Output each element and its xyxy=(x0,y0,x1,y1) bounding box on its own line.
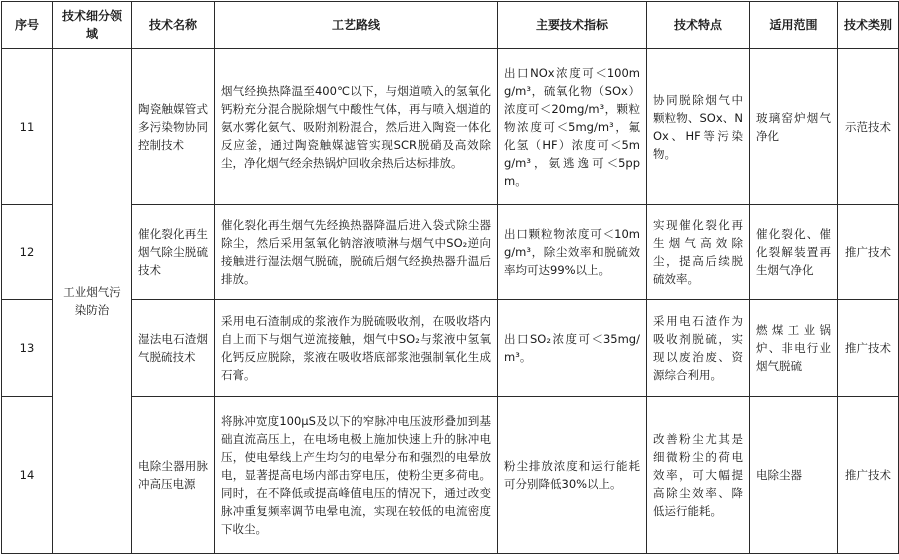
applicable-scope: 玻璃窑炉烟气净化 xyxy=(750,49,838,205)
row-no: 11 xyxy=(2,49,53,205)
applicable-scope: 燃煤工业锅炉、非电行业烟气脱硫 xyxy=(750,300,838,397)
header-row xyxy=(2,2,899,49)
main-indicators: 出口NOx浓度可＜100mg/m³，硫氧化物（SOx）浓度可＜20mg/m³，颗粒物浓度可＜5mg/m³，氟化氢（HF）浓度可＜5mg/m³，氨逃逸可＜5ppm。 xyxy=(498,49,647,205)
applicable-scope: 催化裂化、催化裂解装置再生烟气净化 xyxy=(750,205,838,300)
process-route: 烟气经换热降温至400℃以下，与烟道喷入的氢氧化钙粉充分混合脱除烟气中酸性气体，再与喷入烟道的氨水雾化氨气、吸附剂粉混合，然后进入陶瓷一体化反应釜，通过陶瓷触媒滤管实现SCR脱硝及高效除尘，净化烟气经余热锅炉回收余热后达标排放。 xyxy=(215,49,498,205)
tech-name: 电除尘器用脉冲高压电源 xyxy=(132,397,215,554)
table-row xyxy=(2,205,899,300)
header-name: 技术名称 xyxy=(132,2,215,49)
main-indicators: 出口颗粒物浓度可＜10mg/m³，除尘效率和脱硫效率均可达99%以上。 xyxy=(498,205,647,300)
table-row xyxy=(2,300,899,397)
table-row xyxy=(2,49,899,205)
tech-name: 催化裂化再生烟气除尘脱硫技术 xyxy=(132,205,215,300)
table-row xyxy=(2,397,899,554)
process-route: 催化裂化再生烟气先经换热器降温后进入袋式除尘器除尘，然后采用氢氧化钠溶液喷淋与烟气中SO₂逆向接触进行湿法烟气脱硫，脱硫后烟气经换热器升温后排放。 xyxy=(215,205,498,300)
tech-category: 示范技术 xyxy=(838,49,899,205)
row-no: 14 xyxy=(2,397,53,554)
tech-category: 推广技术 xyxy=(838,300,899,397)
main-indicators: 出口SO₂浓度可＜35mg/m³。 xyxy=(498,300,647,397)
header-indicators: 主要技术指标 xyxy=(498,2,647,49)
tech-category: 推广技术 xyxy=(838,397,899,554)
domain-cell: 工业烟气污染防治 xyxy=(53,49,132,554)
technology-catalog-table xyxy=(1,1,899,554)
applicable-scope: 电除尘器 xyxy=(750,397,838,554)
tech-features: 采用电石渣作为吸收剂脱硫，实现以废治废、资源综合利用。 xyxy=(647,300,750,397)
main-indicators: 粉尘排放浓度和运行能耗可分别降低30%以上。 xyxy=(498,397,647,554)
tech-category: 推广技术 xyxy=(838,205,899,300)
header-no: 序号 xyxy=(2,2,53,49)
header-features: 技术特点 xyxy=(647,2,750,49)
header-category: 技术类别 xyxy=(838,2,899,49)
process-route: 将脉冲宽度100μS及以下的窄脉冲电压波形叠加到基础直流高压上，在电场电极上施加快速上升的脉冲电压，使电晕线上产生均匀的电晕分布和强烈的电晕放电，显著提高电场内部击穿电压，使粉尘更多荷电。同时，在不降低或提高峰值电压的情况下，通过改变脉冲重复频率调节电晕电流，实现在较低的电流密度下收尘。 xyxy=(215,397,498,554)
header-route: 工艺路线 xyxy=(215,2,498,49)
row-no: 13 xyxy=(2,300,53,397)
tech-name: 陶瓷触媒管式多污染物协同控制技术 xyxy=(132,49,215,205)
header-domain: 技术细分领域 xyxy=(53,2,132,49)
tech-name: 湿法电石渣烟气脱硫技术 xyxy=(132,300,215,397)
header-scope: 适用范围 xyxy=(750,2,838,49)
tech-features: 实现催化裂化再生烟气高效除尘，提高后续脱硫效率。 xyxy=(647,205,750,300)
tech-features: 协同脱除烟气中颗粒物、SOx、NOx、HF等污染物。 xyxy=(647,49,750,205)
row-no: 12 xyxy=(2,205,53,300)
tech-features: 改善粉尘尤其是细微粉尘的荷电效率，可大幅提高除尘效率、降低运行能耗。 xyxy=(647,397,750,554)
process-route: 采用电石渣制成的浆液作为脱硫吸收剂，在吸收塔内自上而下与烟气逆流接触，烟气中SO₂与浆液中氢氧化钙反应脱除，浆液在吸收塔底部浆池强制氧化生成石膏。 xyxy=(215,300,498,397)
